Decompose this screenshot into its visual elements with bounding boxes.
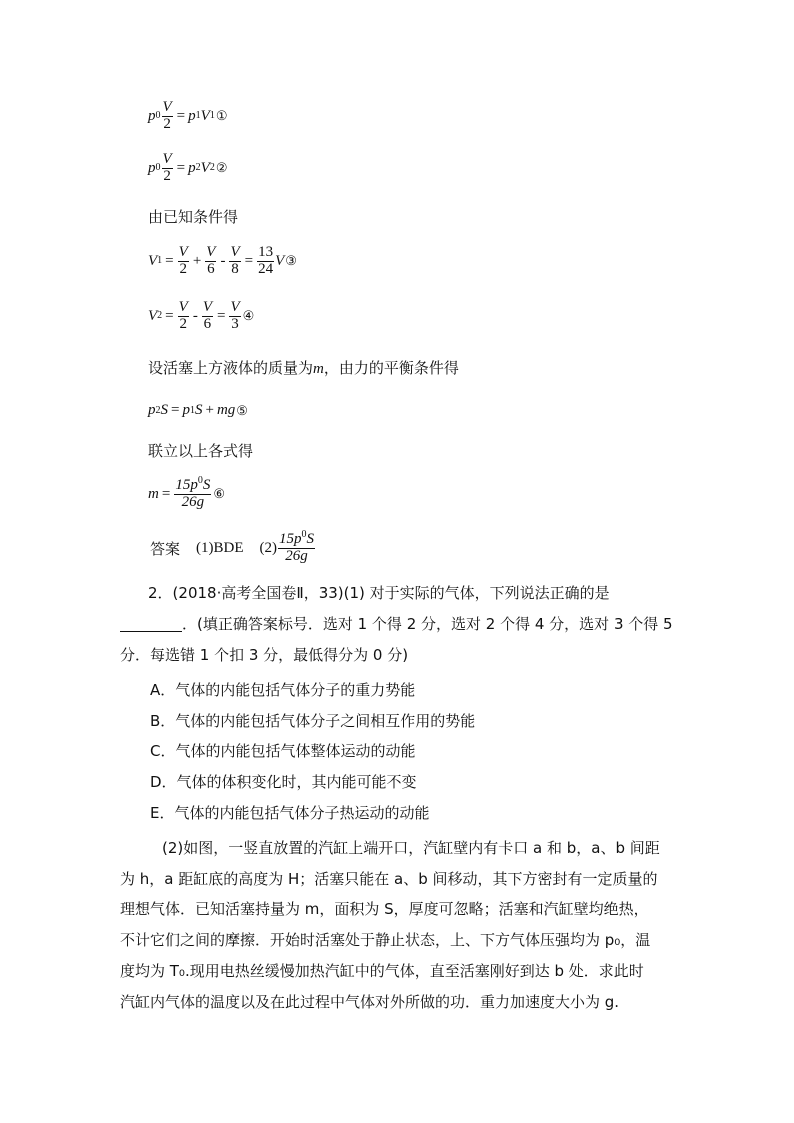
equation-number: ② (215, 160, 228, 176)
symbol: V (148, 307, 158, 324)
numerator (278, 529, 315, 549)
plus: + (205, 402, 214, 418)
fraction (202, 300, 213, 333)
symbol: p (188, 107, 196, 124)
symbol: mg (216, 402, 236, 418)
symbol: p (148, 159, 156, 176)
numerator: V (178, 299, 188, 315)
denominator: 2 (163, 167, 171, 184)
option-e: E．气体的内能包括气体分子热运动的动能 (150, 804, 430, 822)
text-segment: ．(填正确答案标号．选对 1 个得 2 分，选对 2 个得 4 分，选对 3 个得 5 (182, 615, 673, 633)
symbol: V (200, 107, 210, 124)
symbol: V (148, 252, 158, 269)
symbol: m (148, 485, 159, 502)
equals: = (244, 252, 254, 269)
plus: + (192, 252, 202, 269)
fraction (205, 245, 216, 278)
equals: = (171, 402, 180, 418)
symbol: S (160, 402, 168, 418)
fraction (278, 529, 315, 565)
denominator: 26g (181, 493, 205, 510)
numerator: V (230, 244, 240, 260)
equation-number: ⑤ (236, 402, 248, 418)
numerator (174, 475, 211, 495)
equation-number: ① (215, 108, 228, 124)
superscript: 0 (197, 475, 203, 486)
part-2-line-3: 理想气体．已知活塞持量为 m，面积为 S，厚度可忽略；活塞和汽缸壁均绝热， (120, 900, 649, 918)
answer-part-2: (2) (259, 539, 278, 556)
symbol: p (188, 159, 196, 176)
equals: = (216, 307, 226, 324)
denominator: 6 (207, 260, 215, 277)
symbol: p (148, 107, 156, 124)
superscript: 0 (301, 529, 307, 540)
denominator: 2 (179, 260, 187, 277)
fraction (257, 245, 274, 278)
denominator: 2 (163, 115, 171, 132)
text-segment: S (306, 531, 315, 547)
equation-5: p 2 S = p 1 S + mg ⑤ (148, 402, 248, 418)
question-2-line-1: 2．(2018·高考全国卷Ⅱ，33)(1) 对于实际的气体，下列说法正确的是 (148, 584, 610, 602)
part-2-line-2: 为 h，a 距缸底的高度为 H；活塞只能在 a、b 间移动，其下方密封有一定质量的 (120, 870, 658, 888)
symbol: p (148, 402, 156, 418)
equals: = (165, 307, 174, 324)
symbol: S (194, 402, 203, 418)
numerator: V (230, 299, 240, 315)
equation-number: ③ (285, 253, 297, 269)
answer-label: 答案 (150, 539, 181, 558)
numerator: V (162, 99, 172, 115)
part-2-line-4: 不计它们之间的摩擦．开始时活塞处于静止状态，上、下方气体压强均为 p₀，温 (120, 931, 651, 949)
fraction (162, 152, 173, 185)
option-b: B．气体的内能包括气体分子之间相互作用的势能 (150, 712, 476, 730)
numerator: V (206, 244, 216, 260)
numerator: V (162, 151, 172, 167)
option-a: A．气体的内能包括气体分子的重力势能 (150, 681, 416, 699)
text-conditions: 由已知条件得 (148, 208, 239, 226)
equals: = (161, 485, 171, 502)
denominator: 2 (179, 315, 187, 332)
option-c: C．气体的内能包括气体整体运动的动能 (150, 742, 416, 760)
numerator: V (202, 299, 212, 315)
text-segment: S (202, 477, 211, 493)
denominator: 24 (258, 260, 274, 277)
denominator: 26g (285, 547, 308, 564)
minus: - (220, 252, 226, 269)
answer-blank (120, 615, 182, 632)
equation-number: ⑥ (213, 486, 225, 502)
symbol: V (275, 252, 285, 269)
symbol: m (313, 361, 324, 377)
part-2-line-6: 汽缸内气体的温度以及在此过程中气体对外所做的功．重力加速度大小为 g. (120, 993, 620, 1011)
answer-part-1: (1)BDE (196, 539, 244, 556)
text-segment: ，由力的平衡条件得 (323, 359, 459, 377)
fraction (174, 475, 211, 511)
numerator: V (178, 244, 188, 260)
equation-number: ④ (242, 308, 255, 324)
fraction (229, 300, 240, 333)
symbol: p (182, 402, 190, 418)
fraction (178, 300, 189, 333)
text-combine: 联立以上各式得 (148, 442, 254, 460)
text-segment: 15p (279, 531, 302, 547)
equation-6 (148, 475, 225, 511)
text-segment: 15p (175, 477, 198, 493)
equals: = (176, 107, 186, 124)
text-segment: 设活塞上方液体的质量为 (148, 359, 314, 377)
question-2-line-3: 分．每选错 1 个扣 3 分，最低得分为 0 分) (120, 646, 409, 664)
answer-line (150, 529, 316, 565)
equation-3: V 1 = $\frac{V}{2}$ + $\frac{V}{6}$ - $\frac{V}{8}$ = $\frac{13}{24}$ V ③ (148, 244, 297, 277)
denominator: 6 (203, 315, 212, 332)
equation-4: V 2 = $\frac{V}{2}$ - $\frac{V}{6}$ = $\frac{V}{3}$ ④ (148, 299, 255, 332)
option-d: D．气体的体积变化时，其内能可能不变 (150, 773, 417, 791)
fraction (178, 245, 189, 278)
text-mass-intro (148, 357, 459, 378)
equation-1: p 0 $\frac{V}{2}$ = p 1 V 1 ① (148, 99, 228, 132)
question-2-line-2 (120, 609, 676, 640)
fraction (162, 100, 173, 133)
symbol: V (200, 159, 210, 176)
equals: = (176, 159, 186, 176)
denominator: 8 (231, 260, 239, 277)
minus: - (192, 307, 198, 324)
numerator: 13 (258, 244, 274, 260)
part-2-line-1: (2)如图，一竖直放置的汽缸上端开口，汽缸壁内有卡口 a 和 b，a、b 间距 (162, 839, 660, 857)
denominator: 3 (231, 315, 239, 332)
part-2-line-5: 度均为 T₀.现用电热丝缓慢加热汽缸中的气体，直至活塞刚好到达 b 处．求此时 (120, 962, 644, 980)
fraction (229, 245, 240, 278)
equals: = (165, 252, 174, 269)
equation-2: p 0 $\frac{V}{2}$ = p 2 V 2 ② (148, 151, 228, 184)
